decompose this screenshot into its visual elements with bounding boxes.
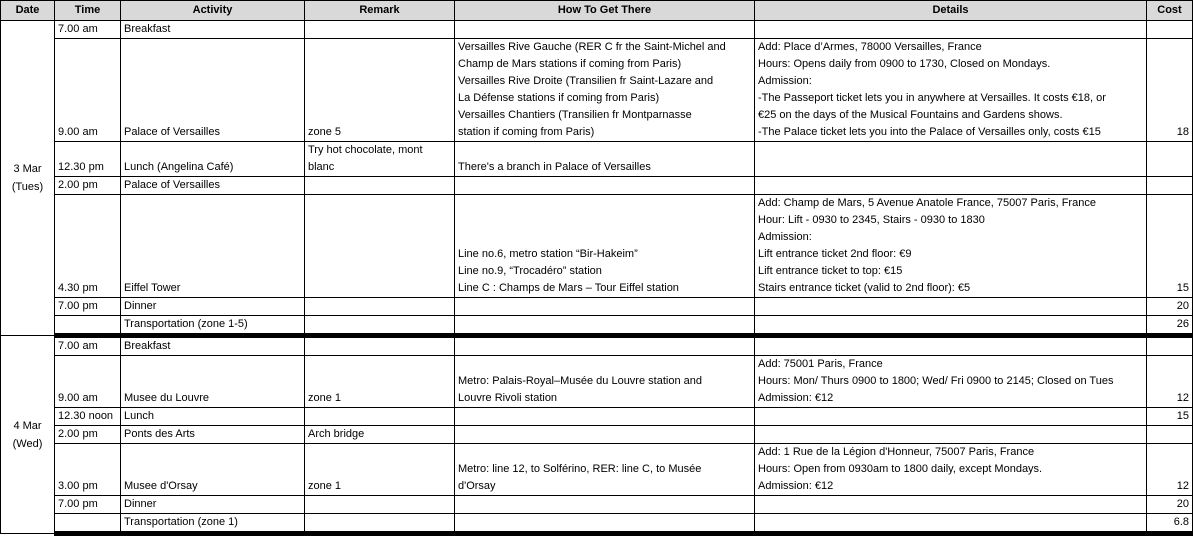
time-cell: 7.00 am — [55, 21, 121, 39]
details-cell-line: Hours: Open from 0930am to 1800 daily, except Mondays. — [758, 463, 1043, 475]
time-cell: 2.00 pm — [55, 426, 121, 444]
activity-cell: Musee d'Orsay — [121, 444, 305, 496]
details-cell — [755, 336, 1147, 356]
day-date-line: 4 Mar — [13, 419, 42, 432]
remark-cell-line: zone 1 — [308, 392, 342, 404]
table-row — [1, 316, 1193, 336]
activity-cell: Ponts des Arts — [121, 426, 305, 444]
remark-cell — [305, 444, 455, 496]
how-cell-line: Louvre Rivoli station — [458, 392, 558, 404]
remark-cell — [305, 177, 455, 195]
cost-cell: 12 — [1147, 444, 1193, 496]
how-cell-line: Line no.6, metro station “Bir-Hakeim” — [458, 248, 638, 260]
time-cell: 12.30 pm — [55, 142, 121, 177]
how-cell — [455, 408, 755, 426]
activity-cell: Palace of Versailles — [121, 39, 305, 142]
details-cell-line: Add: Place d’Armes, 78000 Versailles, France — [758, 41, 982, 53]
details-cell — [755, 195, 1147, 298]
how-cell — [455, 496, 755, 514]
table-row — [1, 142, 1193, 177]
header-date: Date — [1, 1, 55, 21]
day-weekday-line: (Wed) — [12, 437, 43, 450]
details-cell-line: Admission: — [758, 75, 812, 87]
how-cell — [455, 39, 755, 142]
cost-cell — [1147, 142, 1193, 177]
time-cell — [55, 514, 121, 534]
how-cell-line: Line C : Champs de Mars – Tour Eiffel station — [458, 282, 679, 294]
itinerary-body — [1, 21, 1193, 534]
remark-cell — [305, 514, 455, 534]
remark-cell-line: Try hot chocolate, mont — [308, 144, 423, 156]
time-cell: 12.30 noon — [55, 408, 121, 426]
details-cell-line: Hours: Opens daily from 0900 to 1730, Closed on Mondays. — [758, 58, 1051, 70]
activity-cell: Breakfast — [121, 336, 305, 356]
time-cell: 9.00 am — [55, 39, 121, 142]
remark-cell — [305, 496, 455, 514]
activity-cell: Eiffel Tower — [121, 195, 305, 298]
table-row — [1, 356, 1193, 408]
table-row — [1, 21, 1193, 39]
remark-cell — [305, 195, 455, 298]
how-cell — [455, 426, 755, 444]
table-row — [1, 496, 1193, 514]
cost-cell: 12 — [1147, 356, 1193, 408]
details-cell-line: -The Palace ticket lets you into the Palace of Versailles only, costs €15 — [758, 126, 1101, 138]
details-cell-line: Hour: Lift - 0930 to 2345, Stairs - 0930 to 1830 — [758, 214, 985, 226]
day-weekday-line: (Tues) — [11, 181, 44, 193]
cost-cell: 20 — [1147, 298, 1193, 316]
remark-cell-line: zone 1 — [308, 480, 342, 492]
remark-cell — [305, 21, 455, 39]
table-row — [1, 39, 1193, 142]
time-cell: 7.00 am — [55, 336, 121, 356]
details-cell-line: Admission: €12 — [758, 392, 834, 404]
cost-cell: 6.8 — [1147, 514, 1193, 534]
time-cell: 9.00 am — [55, 356, 121, 408]
details-cell — [755, 426, 1147, 444]
time-cell: 3.00 pm — [55, 444, 121, 496]
header-cost: Cost — [1147, 1, 1193, 21]
details-cell-line: -The Passeport ticket lets you in anywhere at Versailles. It costs €18, or — [758, 92, 1106, 104]
how-cell-line: Versailles Rive Gauche (RER C fr the Saint-Michel and — [458, 41, 726, 53]
details-cell — [755, 408, 1147, 426]
details-cell — [755, 298, 1147, 316]
header-time: Time — [55, 1, 121, 21]
activity-cell: Dinner — [121, 298, 305, 316]
details-cell-line: Admission: — [758, 231, 812, 243]
details-cell — [755, 316, 1147, 336]
details-cell-line: Add: 75001 Paris, France — [758, 358, 883, 370]
cost-cell: 15 — [1147, 195, 1193, 298]
how-cell-line: Metro: Palais-Royal–Musée du Louvre station and — [458, 375, 702, 387]
remark-cell — [305, 142, 455, 177]
details-cell — [755, 514, 1147, 534]
day-date — [1, 21, 55, 336]
details-cell — [755, 39, 1147, 142]
details-cell-line: Hours: Mon/ Thurs 0900 to 1800; Wed/ Fri 0900 to 2145; Closed on Tues — [758, 375, 1114, 387]
cost-cell: 15 — [1147, 408, 1193, 426]
how-cell-line: Versailles Rive Droite (Transilien fr Saint-Lazare and — [458, 75, 714, 87]
how-cell — [455, 444, 755, 496]
header-row — [1, 1, 1193, 21]
day-date-line: 3 Mar — [13, 163, 42, 175]
header-remark: Remark — [305, 1, 455, 21]
how-cell — [455, 356, 755, 408]
activity-cell: Palace of Versailles — [121, 177, 305, 195]
how-cell-line: Champ de Mars stations if coming from Paris) — [458, 58, 682, 70]
details-cell-line: Lift entrance ticket to top: €15 — [758, 265, 903, 277]
remark-cell-line: blanc — [308, 161, 335, 173]
time-cell: 2.00 pm — [55, 177, 121, 195]
activity-cell: Transportation (zone 1) — [121, 514, 305, 534]
cost-cell — [1147, 336, 1193, 356]
how-cell-line: station if coming from Paris) — [458, 126, 595, 138]
details-cell-line: Admission: €12 — [758, 480, 834, 492]
table-row — [1, 444, 1193, 496]
how-cell-line: La Défense stations if coming from Paris) — [458, 92, 660, 104]
day-date — [1, 336, 55, 534]
table-row — [1, 408, 1193, 426]
remark-cell — [305, 316, 455, 336]
details-cell — [755, 356, 1147, 408]
activity-cell: Musee du Louvre — [121, 356, 305, 408]
details-cell — [755, 496, 1147, 514]
how-cell-line: Versailles Chantiers (Transilien fr Montparnasse — [458, 109, 692, 121]
how-cell-line: Line no.9, “Trocadéro” station — [458, 265, 602, 277]
remark-cell — [305, 408, 455, 426]
cost-cell: 26 — [1147, 316, 1193, 336]
activity-cell: Lunch — [121, 408, 305, 426]
remark-cell — [305, 298, 455, 316]
header-details: Details — [755, 1, 1147, 21]
table-row — [1, 514, 1193, 534]
activity-cell: Lunch (Angelina Café) — [121, 142, 305, 177]
table-row — [1, 177, 1193, 195]
how-cell — [455, 298, 755, 316]
how-cell-line: d'Orsay — [458, 480, 496, 492]
how-cell — [455, 195, 755, 298]
time-cell: 7.00 pm — [55, 298, 121, 316]
details-cell-line: €25 on the days of the Musical Fountains and Gardens shows. — [758, 109, 1063, 121]
cost-cell: 18 — [1147, 39, 1193, 142]
time-cell: 7.00 pm — [55, 496, 121, 514]
remark-cell-line: zone 5 — [308, 126, 342, 138]
table-row — [1, 426, 1193, 444]
table-row — [1, 298, 1193, 316]
details-cell-line: Lift entrance ticket 2nd floor: €9 — [758, 248, 912, 260]
remark-cell — [305, 336, 455, 356]
details-cell — [755, 444, 1147, 496]
details-cell — [755, 177, 1147, 195]
remark-cell — [305, 426, 455, 444]
how-cell — [455, 21, 755, 39]
remark-cell — [305, 356, 455, 408]
remark-cell — [305, 39, 455, 142]
header-activity: Activity — [121, 1, 305, 21]
activity-cell: Breakfast — [121, 21, 305, 39]
how-cell — [455, 177, 755, 195]
how-cell — [455, 316, 755, 336]
time-cell: 4.30 pm — [55, 195, 121, 298]
time-cell — [55, 316, 121, 336]
table-row — [1, 195, 1193, 298]
details-cell-line: Stairs entrance ticket (valid to 2nd floor): €5 — [758, 282, 971, 294]
header-how: How To Get There — [455, 1, 755, 21]
details-cell-line: Add: 1 Rue de la Légion d'Honneur, 75007 Paris, France — [758, 446, 1035, 458]
table-row — [1, 336, 1193, 356]
cost-cell — [1147, 21, 1193, 39]
cost-cell — [1147, 177, 1193, 195]
details-cell — [755, 142, 1147, 177]
details-cell — [755, 21, 1147, 39]
cost-cell: 20 — [1147, 496, 1193, 514]
how-cell-line: There's a branch in Palace of Versailles — [458, 161, 651, 173]
how-cell — [455, 142, 755, 177]
how-cell — [455, 336, 755, 356]
cost-cell — [1147, 426, 1193, 444]
activity-cell: Transportation (zone 1-5) — [121, 316, 305, 336]
how-cell-line: Metro: line 12, to Solférino, RER: line C, to Musée — [458, 463, 702, 475]
remark-cell-line: Arch bridge — [308, 428, 365, 440]
activity-cell: Dinner — [121, 496, 305, 514]
details-cell-line: Add: Champ de Mars, 5 Avenue Anatole France, 75007 Paris, France — [758, 197, 1096, 209]
how-cell — [455, 514, 755, 534]
